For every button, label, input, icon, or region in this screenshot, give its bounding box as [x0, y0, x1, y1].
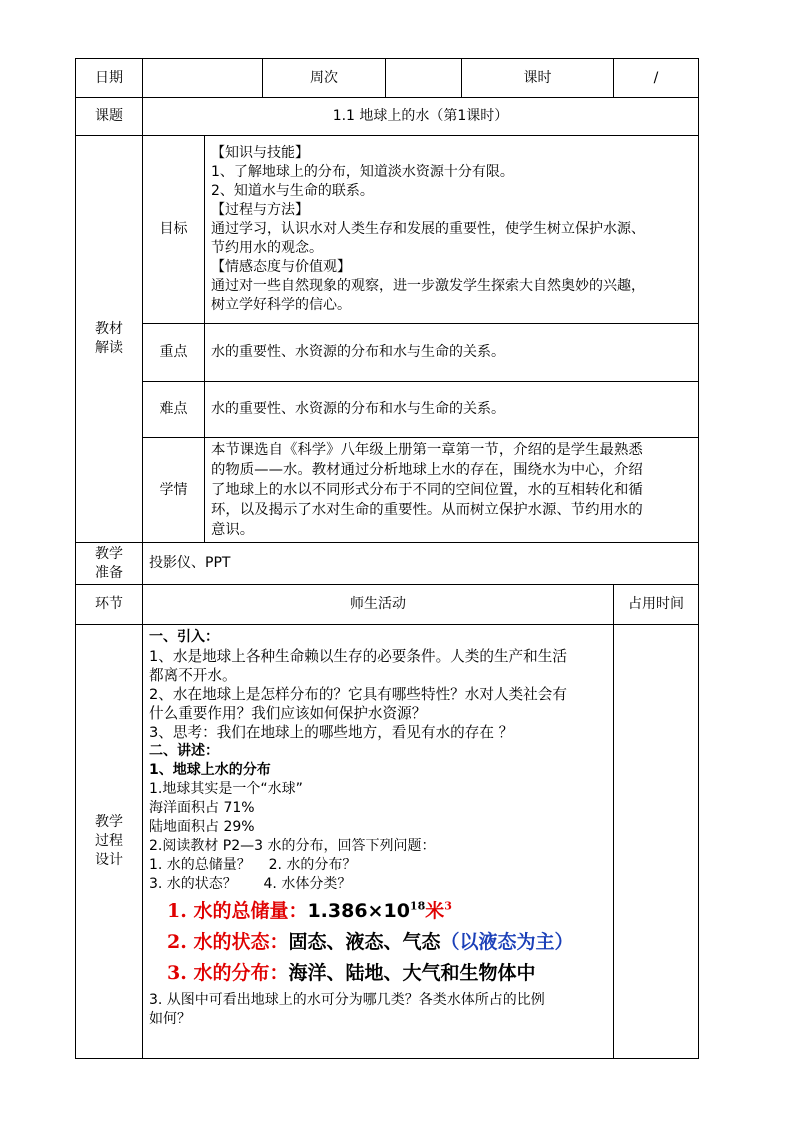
time-header: 占用时间 [614, 585, 699, 625]
header-row [76, 59, 699, 98]
prep-value: 投影仪、PPT [143, 543, 699, 585]
difficulty-content: 水的重要性、水资源的分布和水与生命的关系。 [205, 382, 699, 438]
lecture-heading: 二、讲述： [149, 743, 219, 759]
section-heading: 1、地球上水的分布 [149, 762, 271, 778]
water-state-line: 2. 水的状态：固态、液态、气态（以液态为主） [167, 931, 574, 953]
intro-heading: 一、引入： [149, 629, 219, 645]
students-content: 本节课选自《科学》八年级上册第一章第一节，介绍的是学生最熟悉 的物质——水。教材通过分析地球上水的存在，围绕水为中心，介绍 了地球上的水以不同形式分布于不同的空间位置，水的互相转化和循 环，以及揭示了水对生命的重要性。从而树立保护水源、节约用水的 意识。 [205, 438, 699, 543]
topic-value: 1.1 地球上的水（第1课时） [143, 98, 699, 136]
difficulty-row [76, 382, 699, 438]
students-row [76, 438, 699, 543]
key-row [76, 324, 699, 382]
goals-label: 目标 [143, 136, 205, 324]
textbook-label: 教材 解读 [76, 136, 143, 543]
key-content: 水的重要性、水资源的分布和水与生命的关系。 [205, 324, 699, 382]
process-label: 教学 过程 设计 [76, 625, 143, 1059]
prep-label: 教学 准备 [76, 543, 143, 585]
process-content: 一、引入： 1、水是地球上各种生命赖以生存的必要条件。人类的生产和生活 都离不开水。 2、水在地球上是怎样分布的？它具有哪些特性？水对人类社会有 什么重要作用？我们应该如何保护水资源？ 3、思考：我们在地球上的哪些地方，看见有水的存在 ？ 二、讲述： 1、地球上水的分布 1.地球其实是一个“水球” 海洋面积占 71% 陆地面积占 29% 2.阅读教材 P2—3 水的分布，回答下列问题： 1. 水的总储量？ 2. 水的分布？ 3. 水的状态？ 4. 水体分类？ 1. 水的总储量：$1.386\times 10^{18}$米$^3$ 2. 水的状态：固态、液态、气态（以液态为主） 3. 水的分布：海洋、陆地、大气和生物体中 3. 从图中可看出地球上的水可分为哪几类？各类水体所占的比例 如何？ [143, 625, 614, 1059]
process-time [614, 625, 699, 1059]
period-value: / [614, 59, 699, 98]
prep-row [76, 543, 699, 585]
students-label: 学情 [143, 438, 205, 543]
goals-row [76, 136, 699, 324]
total-storage-line: 1. 水的总储量：$1.386\times 10^{18}$米$^3$ [167, 899, 452, 922]
week-label: 周次 [263, 59, 386, 98]
week-value [386, 59, 462, 98]
goals-content: 【知识与技能】 1、了解地球上的分布，知道淡水资源十分有限。 2、知道水与生命的联系。 【过程与方法】 通过学习，认识水对人类生存和发展的重要性，使学生树立保护水源、 节约用水的观念。 【情感态度与价值观】 通过对一些自然现象的观察，进一步激发学生探索大自然奥妙的兴趣， 树立学好科学的信心。 [205, 136, 699, 324]
activity-header: 师生活动 [143, 585, 614, 625]
columns-row [76, 585, 699, 625]
period-label: 课时 [462, 59, 614, 98]
date-value [143, 59, 263, 98]
lesson-plan-table [75, 58, 699, 1059]
topic-label: 课题 [76, 98, 143, 136]
water-distribution-line: 3. 水的分布：海洋、陆地、大气和生物体中 [167, 962, 536, 984]
topic-row [76, 98, 699, 136]
difficulty-label: 难点 [143, 382, 205, 438]
date-label: 日期 [76, 59, 143, 98]
stage-header: 环节 [76, 585, 143, 625]
key-label: 重点 [143, 324, 205, 382]
process-row [76, 625, 699, 1059]
